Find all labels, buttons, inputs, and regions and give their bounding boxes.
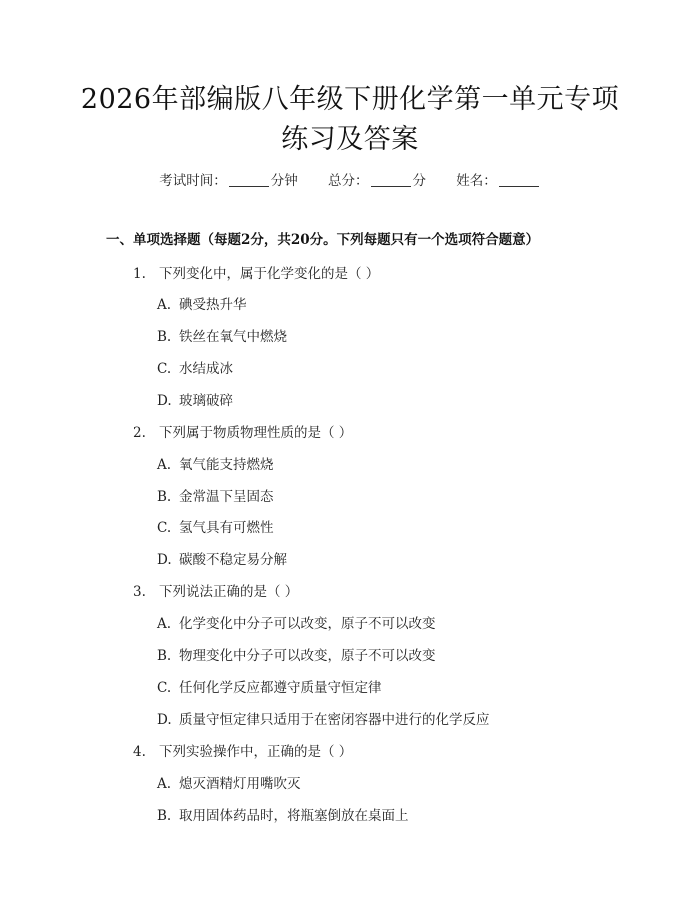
question-number: 4. [133, 744, 146, 760]
option-2a [157, 453, 274, 473]
option-text: 质量守恒定律只适用于在密闭容器中进行的化学反应 [179, 712, 490, 728]
option-3a [157, 612, 436, 632]
title-line-2: 练习及答案 [281, 124, 419, 155]
option-letter: A. [157, 297, 172, 313]
option-letter: D. [157, 552, 172, 568]
section-heading: 一、单项选择题（每题2分，共20分。下列每题只有一个选项符合题意） [106, 232, 540, 248]
question-3 [133, 580, 298, 600]
option-1d [157, 389, 233, 409]
question-number: 3. [133, 584, 146, 600]
option-letter: B. [157, 648, 172, 664]
question-number: 1. [133, 266, 146, 282]
title-line-1: 2026年部编版八年级下册化学第一单元专项 [80, 84, 620, 115]
time-blank[interactable] [229, 172, 269, 187]
score-label: 总分： [328, 173, 369, 189]
option-text: 碘受热升华 [179, 297, 247, 313]
option-3d [157, 708, 490, 728]
question-1 [133, 262, 379, 282]
option-4a [157, 772, 301, 792]
option-letter: A. [157, 776, 172, 792]
option-text: 化学变化中分子可以改变，原子不可以改变 [179, 616, 436, 632]
option-letter: B. [157, 489, 172, 505]
option-text: 氢气具有可燃性 [179, 520, 274, 536]
option-text: 熄灭酒精灯用嘴吹灭 [179, 776, 301, 792]
option-letter: B. [157, 808, 172, 824]
question-2 [133, 421, 352, 441]
option-letter: C. [157, 361, 172, 377]
option-1a [157, 293, 247, 313]
document-title [0, 80, 700, 160]
option-letter: C. [157, 520, 172, 536]
option-letter: D. [157, 712, 172, 728]
exam-meta [0, 169, 700, 189]
option-4b [157, 804, 409, 824]
option-letter: C. [157, 680, 172, 696]
time-label: 考试时间： [159, 173, 227, 189]
option-text: 氧气能支持燃烧 [179, 457, 274, 473]
option-letter: A. [157, 616, 172, 632]
option-text: 玻璃破碎 [179, 393, 233, 409]
exam-name [456, 169, 541, 189]
option-text: 金常温下呈固态 [179, 489, 274, 505]
score-blank[interactable] [371, 172, 411, 187]
option-1c [157, 357, 233, 377]
exam-score [328, 169, 426, 189]
option-letter: D. [157, 393, 172, 409]
question-text: 下列实验操作中，正确的是（ ） [159, 744, 353, 760]
option-2b [157, 485, 274, 505]
name-label: 姓名： [456, 173, 497, 189]
option-letter: A. [157, 457, 172, 473]
question-text: 下列属于物质物理性质的是（ ） [159, 425, 353, 441]
time-unit: 分钟 [270, 173, 298, 189]
question-text: 下列说法正确的是（ ） [159, 584, 299, 600]
option-text: 水结成冰 [179, 361, 233, 377]
name-blank[interactable] [499, 172, 539, 187]
question-4 [133, 740, 352, 760]
option-2d [157, 548, 287, 568]
option-text: 任何化学反应都遵守质量守恒定律 [179, 680, 382, 696]
question-number: 2. [133, 425, 146, 441]
option-text: 物理变化中分子可以改变，原子不可以改变 [179, 648, 436, 664]
option-text: 碳酸不稳定易分解 [179, 552, 287, 568]
question-text: 下列变化中，属于化学变化的是（ ） [159, 266, 380, 282]
option-3b [157, 644, 436, 664]
option-3c [157, 676, 382, 696]
option-2c [157, 516, 274, 536]
option-text: 铁丝在氧气中燃烧 [179, 329, 287, 345]
option-letter: B. [157, 329, 172, 345]
option-text: 取用固体药品时，将瓶塞倒放在桌面上 [179, 808, 409, 824]
score-unit: 分 [412, 173, 426, 189]
option-1b [157, 325, 287, 345]
exam-time [159, 169, 298, 189]
